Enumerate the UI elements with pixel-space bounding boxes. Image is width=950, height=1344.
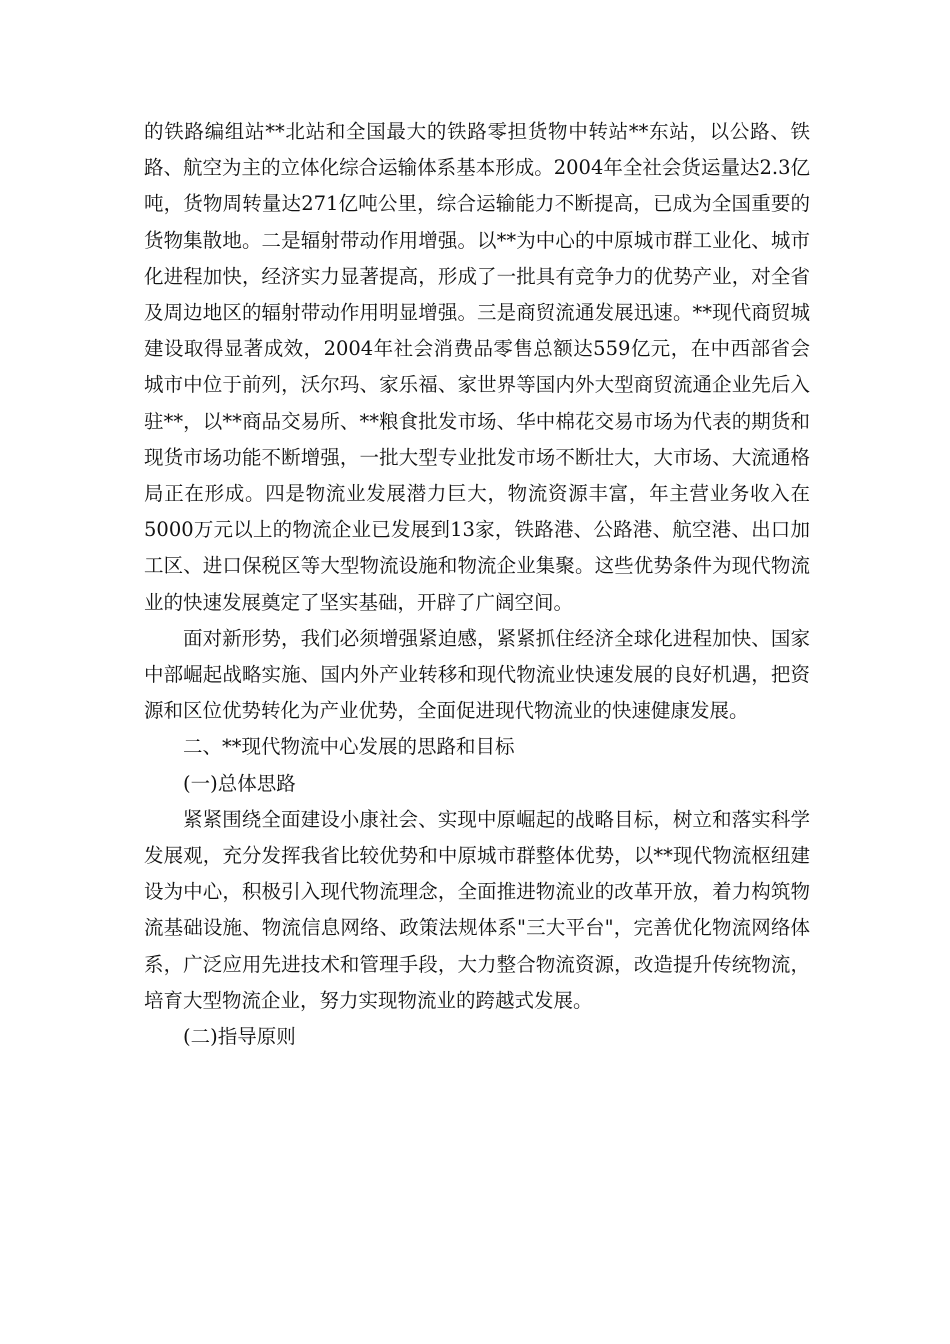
subsection-heading-overall-approach: (一)总体思路 [183, 771, 296, 795]
document-page [144, 114, 810, 1055]
section-heading: 二、**现代物流中心发展的思路和目标 [183, 735, 515, 759]
body-paragraph-1: 的铁路编组站**北站和全国最大的铁路零担货物中转站**东站，以公路、铁路、航空为主的立体化综合运输体系基本形成。2004年全社会货运量达2.3亿吨，货物周转量达271亿吨公里，综合运输能力不断提高，已成为全国重要的货物集散地。二是辐射带动作用增强。以**为中心的中原城市群工业化、城市化进程加快，经济实力显著提高，形成了一批具有竞争力的优势产业，对全省及周边地区的辐射带动作用明显增强。三是商贸流通发展迅速。**现代商贸城建设取得显著成效，2004年社会消费品零售总额达559亿元，在中西部省会城市中位于前列，沃尔玛、家乐福、家世界等国内外大型商贸流通企业先后入驻**，以**商品交易所、**粮食批发市场、华中棉花交易市场为代表的期货和现货市场功能不断增强，一批大型专业批发市场不断壮大，大市场、大流通格局正在形成。四是物流业发展潜力巨大，物流资源丰富，年主营业务收入在5000万元以上的物流企业已发展到13家，铁路港、公路港、航空港、出口加工区、进口保税区等大型物流设施和物流企业集聚。这些优势条件为现代物流业的快速发展奠定了坚实基础，开辟了广阔空间。 [144, 120, 810, 614]
body-paragraph-2: 面对新形势，我们必须增强紧迫感，紧紧抓住经济全球化进程加快、国家中部崛起战略实施、国内外产业转移和现代物流业快速发展的良好机遇，把资源和区位优势转化为产业优势，全面促进现代物流业的快速健康发展。 [144, 626, 810, 723]
subsection-heading-guiding-principles: (二)指导原则 [183, 1025, 296, 1049]
body-paragraph-3: 紧紧围绕全面建设小康社会、实现中原崛起的战略目标，树立和落实科学发展观，充分发挥我省比较优势和中原城市群整体优势，以**现代物流枢纽建设为中心，积极引入现代物流理念，全面推进物流业的改革开放，着力构筑物流基础设施、物流信息网络、政策法规体系"三大平台"，完善优化物流网络体系，广泛应用先进技术和管理手段，大力整合物流资源，改造提升传统物流，培育大型物流企业，努力实现物流业的跨越式发展。 [144, 807, 810, 1012]
